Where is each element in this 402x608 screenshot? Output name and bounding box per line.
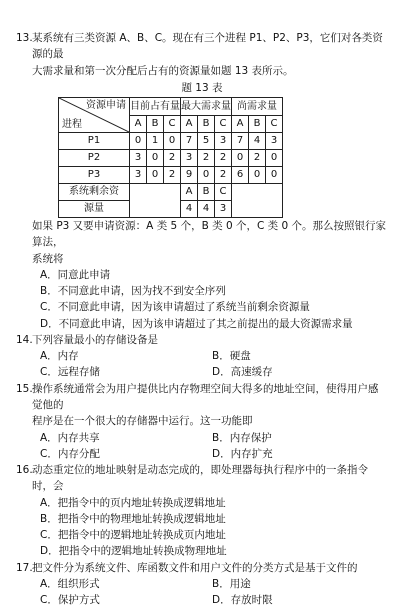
option-d: D．不同意此申请，因为该申请超过了其之前提出的最大资源需求量	[40, 317, 353, 330]
option-a: A．同意此申请	[40, 268, 111, 281]
table-cell: 7	[181, 133, 198, 150]
option-a: A．内存	[40, 350, 79, 363]
sub-header: B	[198, 116, 215, 133]
sub-header: A	[181, 116, 198, 133]
table-cell: 0	[147, 150, 164, 167]
diag-header-top: 资源申请	[86, 100, 126, 112]
question-13	[16, 30, 388, 332]
sub-header: C	[215, 116, 232, 133]
sub-header: C	[164, 116, 181, 133]
option-b: B．不同意此申请，因为找不到安全序列	[40, 285, 226, 298]
table-cell: 0	[232, 150, 249, 167]
remaining-col: C	[215, 184, 232, 201]
question-14	[16, 332, 388, 381]
remaining-label-cont: 源量	[59, 201, 130, 218]
table-cell: 2	[215, 150, 232, 167]
question-number: 17.	[16, 561, 33, 574]
question-number: 16.	[16, 464, 33, 477]
table-cell: 0	[266, 167, 283, 184]
remaining-value: 4	[198, 201, 215, 218]
question-text: 如果 P3 又要申请资源：A 类 5 个，B 类 0 个，C 类 0 个。那么按照银行家算法，	[32, 220, 386, 249]
table-cell: 6	[232, 167, 249, 184]
resource-table	[58, 97, 283, 218]
option-c: C．保护方式	[40, 594, 100, 607]
option-b: B．内存保护	[212, 431, 272, 444]
table-cell: 2	[164, 150, 181, 167]
table-cell: 3	[266, 133, 283, 150]
option-d: D．内存扩充	[212, 447, 273, 460]
table-row	[59, 150, 283, 167]
table-cell: 3	[130, 167, 147, 184]
question-stem: 操作系统通常会为用户提供比内存物理空间大得多的地址空间，使得用户感觉他的	[32, 382, 379, 411]
question-stem: 下列容量最小的存储设备是	[32, 333, 158, 346]
question-17	[16, 560, 388, 608]
table-title: 题 13 表	[181, 81, 223, 94]
table-cell: 3	[130, 150, 147, 167]
option-c: C．内存分配	[40, 447, 100, 460]
option-b: B．硬盘	[212, 350, 251, 363]
table-cell: 0	[249, 167, 266, 184]
blank-cell	[130, 184, 181, 218]
remaining-col: B	[198, 184, 215, 201]
question-text-cont: 系统将	[32, 252, 64, 265]
option-d: D．存放时限	[212, 594, 273, 607]
table-cell: 2	[249, 150, 266, 167]
option-b: B．用途	[212, 577, 251, 590]
option-c: C．把指令中的逻辑地址转换成页内地址	[40, 529, 226, 542]
sub-header: A	[130, 116, 147, 133]
sub-header: B	[147, 116, 164, 133]
question-stem: 某系统有三类资源 A、B、C。现在有三个进程 P1、P2、P3，它们对各类资源的最	[32, 32, 383, 61]
table-cell: 0	[147, 167, 164, 184]
table-cell: 0	[130, 133, 147, 150]
table-diagonal-header	[59, 98, 130, 133]
process-name: P3	[59, 167, 130, 184]
table-row	[59, 133, 283, 150]
group-header: 目前占有量	[130, 98, 181, 116]
option-b: B．把指令中的物理地址转换成逻辑地址	[40, 512, 226, 525]
sub-header: B	[249, 116, 266, 133]
table-cell: 0	[164, 133, 181, 150]
table-cell: 9	[181, 167, 198, 184]
question-number: 13.	[16, 32, 33, 44]
table-cell: 4	[249, 133, 266, 150]
option-c: C．不同意此申请，因为该申请超过了系统当前剩余资源量	[40, 301, 310, 314]
question-stem-cont: 程序是在一个很大的存储器中运行。这一功能即	[32, 415, 253, 428]
sub-header: C	[266, 116, 283, 133]
group-header: 尚需求量	[232, 98, 283, 116]
option-a: A．内存共享	[40, 431, 100, 444]
table-cell: 3	[215, 133, 232, 150]
table-cell: 0	[198, 167, 215, 184]
table-cell: 2	[164, 167, 181, 184]
process-name: P1	[59, 133, 130, 150]
table-cell: 3	[181, 150, 198, 167]
question-stem: 动态重定位的地址映射是动态完成的，即处理器每执行程序中的一条指令时，会	[32, 464, 368, 493]
diag-header-bottom: 进程	[62, 118, 82, 130]
question-15	[16, 381, 388, 462]
question-number: 15.	[16, 382, 33, 395]
question-stem-cont: 大需求量和第一次分配后占有的资源量如题 13 表所示。	[32, 64, 294, 77]
sub-header: A	[232, 116, 249, 133]
group-header: 最大需求量	[181, 98, 232, 116]
table-cell: 2	[198, 150, 215, 167]
blank-cell	[232, 184, 283, 218]
option-a: A．组织形式	[40, 577, 100, 590]
remaining-header-row	[59, 184, 283, 201]
table-cell: 1	[147, 133, 164, 150]
option-a: A．把指令中的页内地址转换成逻辑地址	[40, 496, 226, 509]
option-c: C．远程存储	[40, 366, 100, 379]
process-name: P2	[59, 150, 130, 167]
question-number: 14.	[16, 333, 33, 346]
option-d: D．把指令中的逻辑地址转换成物理地址	[40, 545, 227, 558]
table-cell: 5	[198, 133, 215, 150]
table-cell: 0	[266, 150, 283, 167]
question-16	[16, 462, 388, 560]
question-stem: 把文件分为系统文件、库函数文件和用户文件的分类方式是基于文件的	[32, 561, 358, 574]
table-row	[59, 167, 283, 184]
remaining-value: 4	[181, 201, 198, 218]
remaining-col: A	[181, 184, 198, 201]
remaining-label: 系统剩余资	[59, 184, 130, 201]
table-cell: 7	[232, 133, 249, 150]
table-cell: 2	[215, 167, 232, 184]
option-d: D．高速缓存	[212, 366, 273, 379]
remaining-value: 3	[215, 201, 232, 218]
